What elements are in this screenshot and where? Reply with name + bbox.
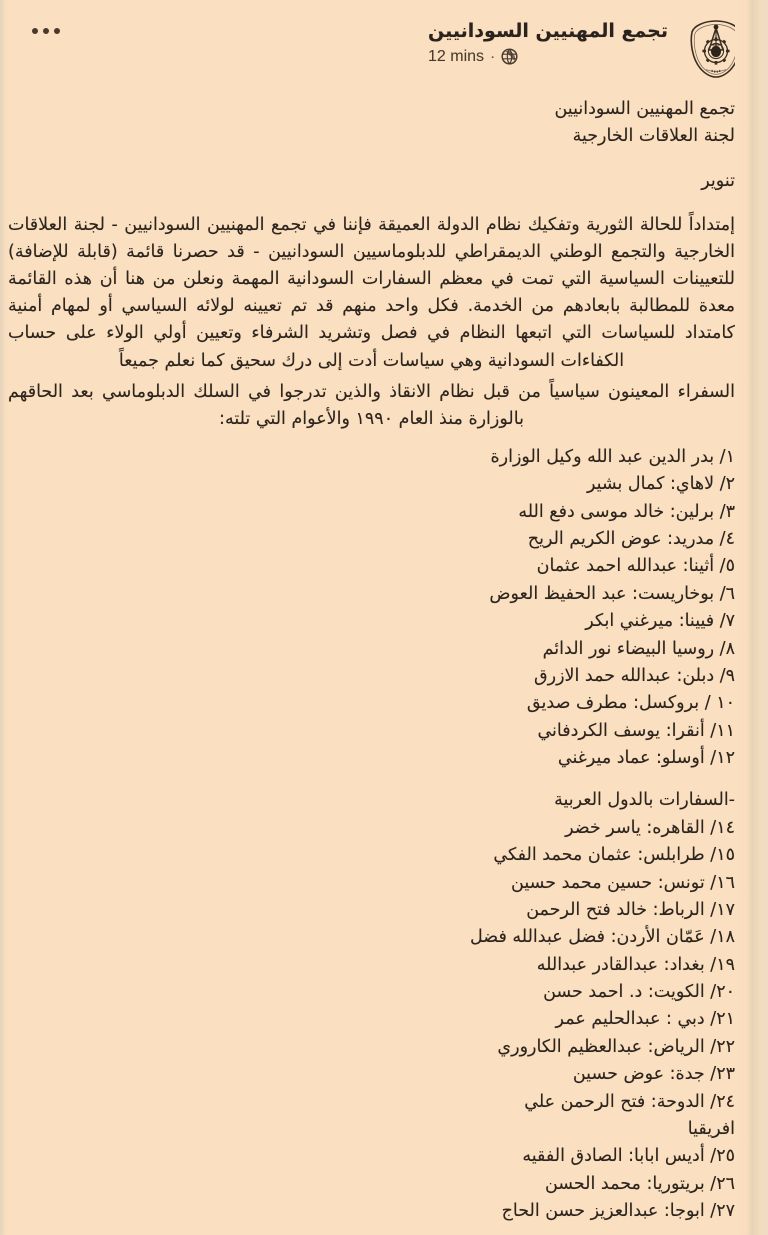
list-item: ٢٣/ جدة: عوض حسين (572, 1064, 735, 1085)
list-item: ٢٦/ بريتوريا: محمد الحسن (544, 1173, 735, 1194)
sudanese-professionals-association-logo (686, 18, 746, 80)
ellipsis-dot (43, 28, 49, 34)
list-item: ٧/ فيينا: ميرغني ابكر (585, 611, 735, 632)
page-name[interactable]: تجمع المهنيين السودانيين (428, 20, 668, 42)
list-item: ١/ بدر الدين عبد الله وكيل الوزارة (490, 446, 735, 467)
tanweer-heading (8, 168, 735, 195)
list-item: ٦/ بوخاريست: عبد الحفيظ العوض (489, 583, 735, 604)
list-item: ١٤/ القاهره: ياسر خضر (565, 817, 735, 838)
post-timestamp[interactable]: 12 mins (428, 47, 485, 65)
list-item: ١١/ أنقرا: يوسف الكردفاني (537, 720, 735, 741)
globe-public-icon[interactable] (501, 48, 518, 65)
post-header (0, 0, 768, 96)
list-item: ٢١/ دبي : عبدالحليم عمر (555, 1009, 735, 1030)
list-item: ٩/ دبلن: عبدالله حمد الازرق (534, 665, 735, 686)
ambassador-list-africa (8, 1143, 735, 1225)
meta-separator: · (490, 48, 496, 66)
paragraph-ambassadors: السفراء المعينون سياسياً من قبل نظام الانقاذ والذين تدرجوا في السلك الدبلوماسي بعد الحاقهم بالوزارة منذ العام ١٩٩٠ والأعوام التي تلته: (8, 381, 735, 429)
list-item: ١٠ / بروكسل: مطرف صديق (526, 693, 735, 714)
list-item: ٢٢/ الرياض: عبدالعظيم الكاروري (497, 1036, 735, 1057)
avatar[interactable] (686, 18, 746, 80)
continuation-africa: افريقيا (687, 1118, 735, 1139)
list-item: ١٢/ أوسلو: عماد ميرغني (557, 748, 735, 769)
ambassador-list-arab (8, 787, 735, 1143)
ellipsis-dot (32, 28, 38, 34)
list-item: ٣/ برلين: خالد موسى دفع الله (518, 501, 735, 522)
list-item: ٤/ مدريد: عوض الكريم الريح (527, 529, 735, 550)
list-item: ١٨/ عَمّان الأردن: فضل عبدالله فضل (470, 927, 735, 948)
post-author-block (428, 16, 668, 66)
list-item: ٢٥/ أديس ابابا: الصادق الفقيه (522, 1146, 735, 1167)
post-options-button[interactable] (28, 22, 64, 40)
ambassador-list-international (8, 444, 735, 773)
tanweer-label: تنوير (701, 171, 735, 192)
list-item: ٢٤/ الدوحة: فتح الرحمن علي (524, 1091, 735, 1112)
list-item: ١٧/ الرباط: خالد فتح الرحمن (526, 899, 735, 920)
list-item: ٢٧/ ابوجا: عبدالعزيز حسن الحاج (501, 1201, 735, 1222)
org-heading (8, 96, 735, 149)
list-item: ٨/ روسيا البيضاء نور الدائم (542, 638, 735, 659)
paragraph-intro: إمتداداً للحالة الثورية وتفكيك نظام الدولة العميقة فإننا في تجمع المهنيين السودانيين - لجنة العلاقات الخارجية والتجمع الوطني الديمقراطي للدبلوماسيين السودانيين - قد حصرنا قائمة (قابلة للإضافة) للتعيينات السياسية التي تمت في معظم السفارات السودانية المهمة ونعلن من هنا أن هذه القائمة معدة للمطالبة بابعادهم من الخدمة. فكل واحد منهم قد تم تعيينه لولائه السياسي أو لمهام أمنية كامتداد للسياسات التي اتبعها النظام في فصل وتشريد الشرفاء وتعيين أولي الولاء على حساب الكفاءات السودانية وهي سياسات أدت إلى درك سحيق كما نعلم جميعاً (8, 214, 735, 371)
section-heading-arab-states: -السفارات بالدول العربية (554, 790, 735, 811)
ellipsis-dot (54, 28, 60, 34)
list-item: ٢٠/ الكويت: د. احمد حسن (543, 982, 735, 1003)
post-content (0, 96, 768, 1225)
list-item: ١٥/ طرابلس: عثمان محمد الفكي (493, 845, 735, 866)
list-item: ١٦/ تونس: حسين محمد حسين (511, 872, 735, 893)
list-item: ٥/ أثينا: عبدالله احمد عثمان (536, 556, 735, 577)
list-item: ١٩/ بغداد: عبدالقادر عبدالله (536, 954, 735, 975)
org-line-2: لجنة العلاقات الخارجية (572, 125, 735, 146)
post-meta (428, 48, 668, 66)
list-item: ٢/ لاهاي: كمال بشير (586, 474, 735, 495)
org-line-1: تجمع المهنيين السودانيين (554, 99, 735, 119)
